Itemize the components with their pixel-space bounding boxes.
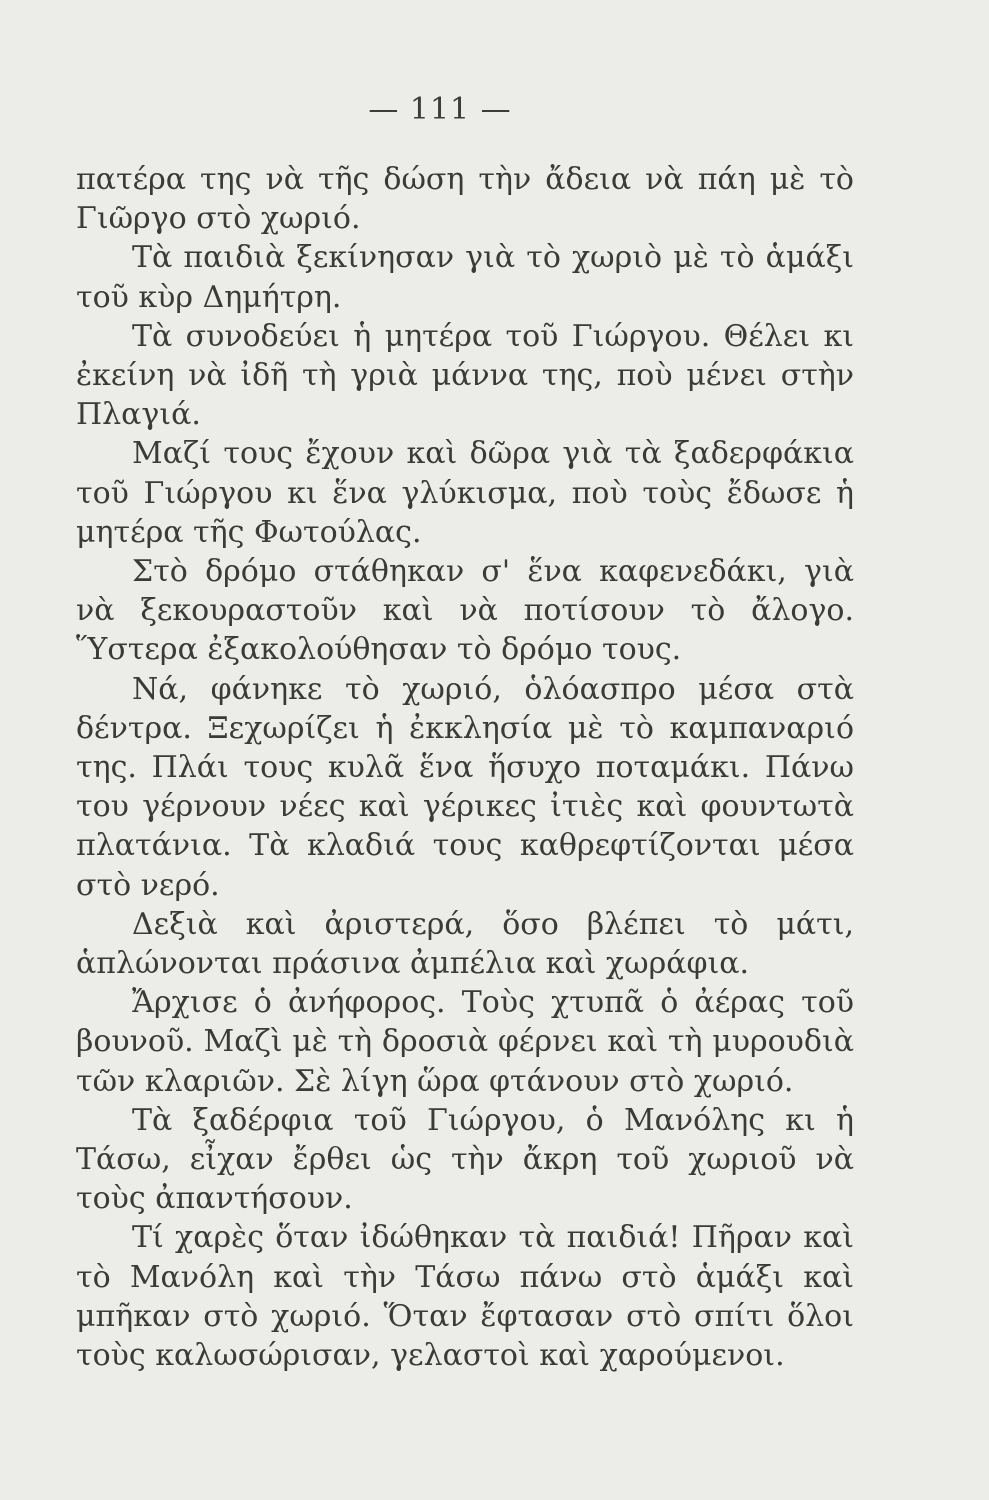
paragraph: Μαζί τους ἔχουν καὶ δῶρα γιὰ τὰ ξαδερφάκια τοῦ Γιώργου κι ἕνα γλύκισμα, ποὺ τοὺς ἔδωσε ἡ μητέρα τῆς Φωτούλας.: [76, 436, 854, 550]
paragraph: Τί χαρὲς ὅταν ἰδώθηκαν τὰ παιδιά! Πῆραν καὶ τὸ Μανόλη καὶ τὴν Τάσω πάνω στὸ ἁμάξι καὶ μπῆκαν στὸ χωριό. Ὅταν ἔφτασαν στὸ σπίτι ὅλοι τοὺς καλωσώρισαν, γελαστοὶ καὶ χαρούμενοι.: [76, 1220, 854, 1374]
paragraph: Ἄρχισε ὁ ἀνήφορος. Τοὺς χτυπᾶ ὁ ἀέρας τοῦ βουνοῦ. Μαζὶ μὲ τὴ δροσιὰ φέρνει καὶ τὴ μυρουδιὰ τῶν κλαριῶν. Σὲ λίγη ὥρα φτάνουν στὸ χωριό.: [76, 985, 854, 1099]
paragraph: Νά, φάνηκε τὸ χωριό, ὁλόασπρο μέσα στὰ δέντρα. Ξεχωρίζει ἡ ἐκκλησία μὲ τὸ καμπαναριό της. Πλάι τους κυλᾶ ἕνα ἥσυχο ποταμάκι. Πάνω του γέρνουν νέες καὶ γέρικες ἰτιὲς καὶ φουντωτὰ πλατάνια. Τὰ κλαδιά τους καθρεφτίζονται μέσα στὸ νερό.: [76, 671, 854, 903]
paragraph: Τὰ ξαδέρφια τοῦ Γιώργου, ὁ Μανόλης κι ἡ Τάσω, εἶχαν ἔρθει ὡς τὴν ἄκρη τοῦ χωριοῦ νὰ τοὺς ἀπαντήσουν.: [76, 1102, 854, 1217]
paragraph: Στὸ δρόμο στάθηκαν σ' ἕνα καφενεδάκι, γιὰ νὰ ξεκουραστοῦν καὶ νὰ ποτίσουν τὸ ἄλογο. Ὕστερα ἐξακολούθησαν τὸ δρόμο τους.: [76, 554, 854, 668]
body-text: [76, 160, 854, 1375]
paragraph: Τὰ συνοδεύει ἡ μητέρα τοῦ Γιώργου. Θέλει κι ἐκείνη νὰ ἰδῆ τὴ γριὰ μάννα της, ποὺ μένει στὴν Πλαγιά.: [76, 318, 854, 433]
paragraph: πατέρα της νὰ τῆς δώση τὴν ἄδεια νὰ πάη μὲ τὸ Γιῶργο στὸ χωριό.: [76, 162, 854, 237]
page-number: — 111 —: [368, 92, 512, 127]
paragraph: Τὰ παιδιὰ ξεκίνησαν γιὰ τὸ χωριὸ μὲ τὸ ἁμάξι τοῦ κὺρ Δημήτρη.: [76, 240, 854, 315]
paragraph: Δεξιὰ καὶ ἀριστερά, ὅσο βλέπει τὸ μάτι, ἁπλώνονται πράσινα ἀμπέλια καὶ χωράφια.: [76, 906, 854, 982]
